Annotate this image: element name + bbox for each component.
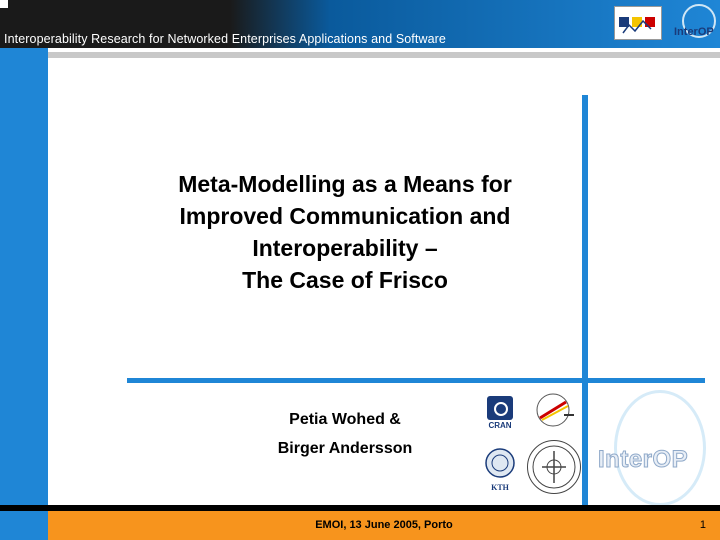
- footer-bar: [0, 511, 720, 540]
- title-line: Improved Communication and: [179, 203, 511, 229]
- authors: [240, 405, 450, 463]
- university-seal-logo: [528, 392, 578, 428]
- footer-event: EMOI, 13 June 2005, Porto: [315, 519, 453, 531]
- slide-title: [120, 168, 570, 296]
- interop-top-label: InterOP: [674, 26, 714, 38]
- svg-text:KTH: KTH: [491, 483, 509, 492]
- stockholm-university-seal-icon: [527, 440, 581, 494]
- cran-label: CRAN: [488, 421, 512, 430]
- title-line: Interoperability –: [252, 235, 438, 261]
- corner-notch: [0, 0, 8, 8]
- horizontal-accent-line: [127, 378, 705, 383]
- header-title: Interoperability Research for Networked Enterprises Applications and Software: [4, 32, 446, 46]
- left-blue-bar: [0, 48, 48, 510]
- author-line: Petia Wohed &: [289, 411, 401, 428]
- vertical-accent-line: [582, 95, 588, 510]
- kth-logo: [484, 445, 516, 495]
- interop-large-label: InterOP: [598, 446, 689, 473]
- interop-logo-large: [596, 390, 706, 502]
- cran-emblem-icon: [487, 396, 513, 420]
- cran-logo: [484, 396, 516, 434]
- page-number: 1: [699, 519, 706, 531]
- title-line: The Case of Frisco: [242, 267, 448, 293]
- title-line: Meta-Modelling as a Means for: [178, 171, 512, 197]
- flag-icon: [614, 6, 662, 40]
- gray-divider: [48, 52, 720, 58]
- footer-blue-block: [0, 511, 48, 540]
- author-line: Birger Andersson: [277, 440, 413, 457]
- interop-logo-top: [612, 4, 720, 44]
